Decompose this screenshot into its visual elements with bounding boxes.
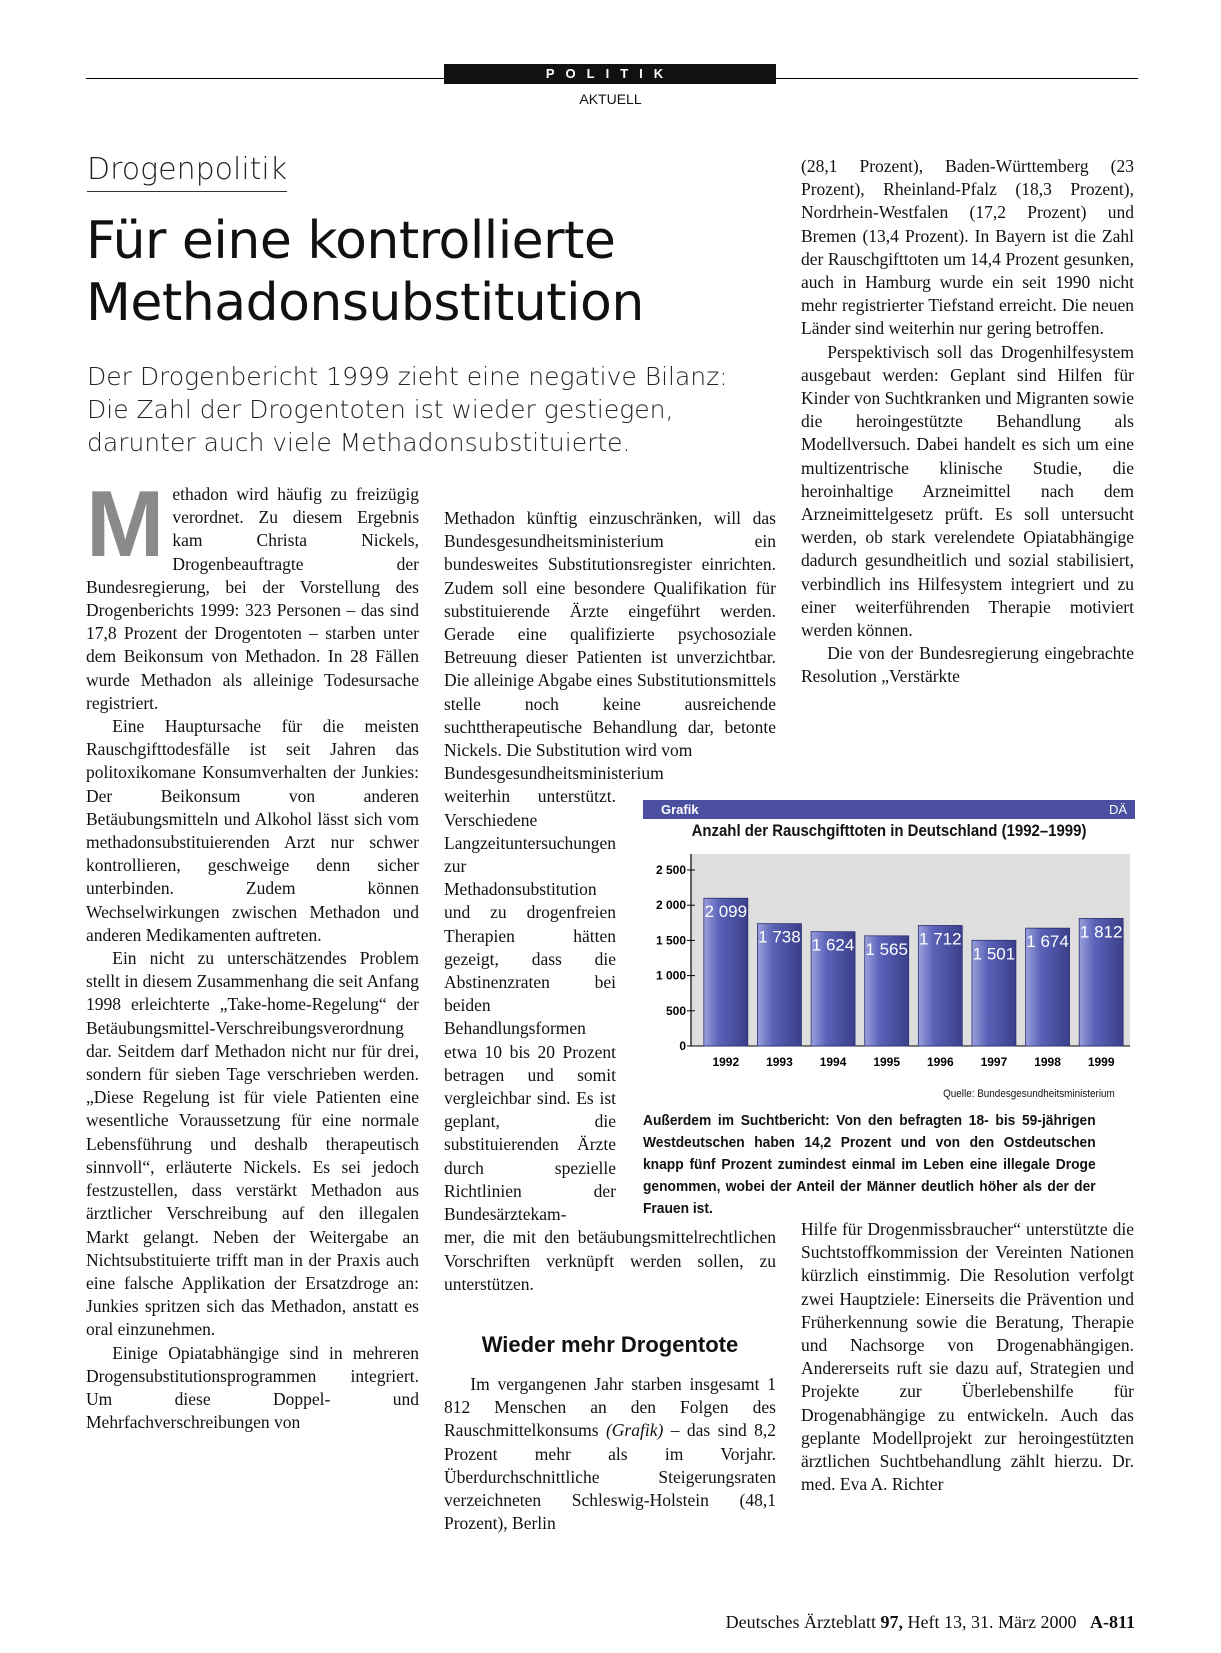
x-tick-label: 1993: [766, 1055, 793, 1069]
y-tick-label: 500: [665, 1003, 686, 1018]
paragraph: Eine Hauptursache für die meisten Rauschgifttodesfälle ist seit Jahren das politoxikomane Konsumverhalten der Junkies: Der Beikonsum von anderen Betäubungsmitteln und Alkohol lässt sich vom methadonsubstituierenden Arzt nur schwer kontrollieren, geschweige denn sicher unterbinden. Zudem können Wechselwirkungen zwischen Methadon und anderen Medikamenten auftreten.: [86, 716, 419, 945]
x-tick-label: 1992: [712, 1055, 740, 1069]
y-tick-label: 2 500: [655, 863, 686, 877]
bar-chart: [643, 846, 1135, 1086]
paragraph-text: Im vergangenen Jahr starben insgesamt 1 812 Menschen an den Folgen des Rauschmittelkonsums: [444, 1374, 776, 1441]
bar-value-label: 1 501: [972, 944, 1016, 964]
subsection-label: AKTUELL: [579, 91, 642, 107]
paragraph: mer, die mit den betäubungsmittelrechtlichen Vorschriften verknüpft werden sollen, zu unterstützen.: [444, 1227, 776, 1294]
journal-issue: Heft 13, 31. März 2000: [903, 1612, 1077, 1632]
y-tick-label: 2 000: [655, 898, 686, 913]
bar-value-label: 1 674: [1026, 932, 1069, 952]
paragraph: Die von der Bundesregierung eingebrachte Resolution „Verstärkte: [801, 643, 1134, 687]
paragraph: (28,1 Prozent), Baden-Württemberg (23 Prozent), Rheinland-Pfalz (18,3 Prozent), Nordrhein-Westfalen (17,2 Prozent) und Bremen (13,4 Prozent). In Bayern ist die Zahl der Rauschgifttoten um 14,4 Prozent gesunken, auch in Hamburg wurde ein seit 1990 nicht mehr registrierter Tiefstand erreicht. Die neuen Länder sind weiterhin nur gering betroffen.: [801, 156, 1134, 339]
x-tick-label: 1997: [980, 1055, 1008, 1069]
journal-name: Deutsches Ärzteblatt: [725, 1612, 881, 1632]
x-tick-label: 1994: [819, 1055, 847, 1069]
subheading: Wieder mehr Drogentote: [481, 1332, 739, 1357]
column-2-bottom: [444, 1373, 776, 1535]
chart-title: Anzahl der Rauschgifttoten in Deutschland (1992–1999): [691, 821, 1087, 840]
column-1: [86, 471, 419, 1434]
drop-cap: M: [86, 471, 165, 576]
figure-caption: Außerdem im Suchtbericht: Von den befragten 18- bis 59-jährigen Westdeutschen haben 14,2 Prozent und von den Ostdeutschen knapp fünf Prozent zumindest einmal im Leben eine illegale Droge genommen, wobei der Anteil der Männer deutlich höher als der der Frauen ist.: [643, 1112, 1096, 1217]
y-tick-label: 0: [679, 1039, 686, 1053]
column-3-bottom: [801, 1218, 1134, 1496]
paragraph: Hilfe für Drogenmissbraucher“ unterstützte die Suchtstoffkommission der Vereinten Nationen kürzlich einstimmig. Die Resolution verfolgt zwei Hauptziele: Einerseits die Prävention und Früherkennung sowie die Beratung, Therapie und Nachsorge von Drogenabhängigen. Andererseits ruft sie dazu auf, Strategien und Projekte zur Überlebenshilfe für Drogenabhängige zu entwickeln. Auch das geplante Modellprojekt zur heroingestützten ärztlichen Suchtbehandlung zählt hierzu. Dr. med. Eva A. Richter: [801, 1219, 1134, 1495]
paragraph: Ein nicht zu unterschätzendes Problem stellt in diesem Zusammenhang die seit Anfang 1998 erleichterte „Take-home-Regelung“ der Betäubungsmittel-Verschreibungsverordnung dar. Seitdem darf Methadon nicht nur für drei, sondern für sieben Tage verschrieben werden. „Diese Regelung ist für viele Patienten eine wesentliche Voraussetzung für eine normale Lebensführung und deshalb therapeutisch sinnvoll“, erläuterte Nickels. Es sei jedoch festzustellen, dass verstärkt Methadon aus ärztlicher Verschreibung auf den illegalen Markt gelangt. Neben der Weitergabe an Nichtsubstituierte trifft man in der Praxis auch eine falsche Applikation der Ersatzdroge an: Junkies spritzen sich das Methadon, anstatt es oral einzunehmen.: [86, 948, 419, 1340]
y-tick-label: 1 000: [655, 968, 686, 983]
bar-value-label: 1 812: [1079, 922, 1123, 942]
chart-source: Quelle: Bundesgesundheitsministerium: [943, 1088, 1115, 1100]
bar-value-label: 1 712: [919, 929, 962, 949]
paragraph-text: – das sind 8,2 Prozent mehr als im Vorjahr. Überdurchschnittliche Steigerungsraten verzeichneten Schleswig-Holstein (48,1 Prozent), Berlin: [444, 1420, 777, 1534]
paragraph: [444, 1373, 776, 1535]
bar-value-label: 1 624: [811, 935, 855, 955]
article-headline: [86, 210, 766, 334]
bar-value-label: 1 738: [758, 927, 801, 947]
column-3-top: [801, 155, 1134, 689]
paragraph: Methadon künftig einzuschränken, will das Bundesgesundheitsministerium ein bundesweites Substitutionsregister einrichten. Zudem soll eine besondere Qualifikation für substituierende Ärzte eingeführt werden. Gerade eine qualifizierte psychosoziale Betreuung dieser Patienten ist unverzichtbar. Die alleinige Abgabe eines Substitutionsmittels stelle noch keine ausreichende suchttherapeutische Behandlung dar, betonte Nickels. Die Substitution wird vom: [444, 508, 776, 761]
page-number: A-811: [1090, 1612, 1135, 1632]
paragraph-text: ethadon wird häufig zu freizügig verordnet. Zu diesem Ergebnis kam Christa Nickels, Drogenbeauftragte der Bundesregierung, bei der Vorstellung des Drogenberichts 1999: 323 Personen – das sind 17,8 Prozent der Drogentoten – starben unter dem Beikonsum von Methadon. In 28 Fällen wurde Methadon als alleinige Todesursache registriert.: [86, 484, 419, 713]
section-label: POLITIK: [444, 64, 776, 84]
page-footer: [0, 1612, 1135, 1633]
figure-header-bar: [643, 800, 1135, 819]
article-lead: Der Drogenbericht 1999 zieht eine negative Bilanz: Die Zahl der Drogentoten ist wieder gestiegen, darunter auch viele Methadonsubstituierte.: [87, 362, 728, 457]
x-tick-label: 1995: [873, 1055, 901, 1069]
bar-value-label: 1 565: [865, 939, 908, 959]
paragraph: Einige Opiatabhängige sind in mehreren Drogensubstitutionsprogrammen integriert. Um diese Doppel- und Mehrfachverschreibungen von: [86, 1342, 419, 1433]
headline-line-1: Für eine kontrollierte: [86, 211, 616, 271]
paragraph-narrow: Bundesgesundheitsministerium weiterhin unterstützt. Verschiedene Langzeituntersuchungen zur Methadonsubstitution und zu drogenfreien Therapien hätten gezeigt, dass die Abstinenzraten bei beiden Behandlungsformen etwa 10 bis 20 Prozent betragen und somit vergleichbar sind. Es ist geplant, die substituierenden Ärzte durch spezielle Richtlinien der Bundesärztekam-: [444, 763, 664, 1225]
journal-logo: DÄ: [1108, 802, 1127, 817]
y-tick-label: 1 500: [655, 933, 686, 948]
paragraph: Perspektivisch soll das Drogenhilfesystem ausgebaut werden: Geplant sind Hilfen für Kinder von Suchtkranken und Migranten sowie die heroingestützte Behandlung als Modellversuch. Dabei handelt es sich um eine multizentrische klinische Studie, die heroinhaltige Arzneimittel nach dem Arzneimittelgesetz prüft. Es soll untersucht werden, ob stark verelendete Opiatabhängige dadurch gesundheitlich und sozial stabilisiert, verbindlich ins Hilfesystem integriert und zu einer weiterführenden Therapie motiviert werden können.: [801, 341, 1134, 641]
x-tick-label: 1998: [1034, 1055, 1061, 1069]
headline-line-2: Methadonsubstitution: [86, 273, 644, 333]
paragraph: [86, 471, 419, 715]
journal-volume: 97,: [880, 1612, 904, 1632]
article-kicker: Drogenpolitik: [87, 152, 287, 192]
figure-reference: (Grafik): [605, 1420, 664, 1441]
bar-value-label: 2 099: [704, 902, 748, 922]
x-tick-label: 1999: [1087, 1055, 1115, 1069]
figure: [643, 800, 1135, 1100]
x-tick-label: 1996: [926, 1055, 954, 1069]
figure-label: Grafik: [661, 802, 699, 817]
